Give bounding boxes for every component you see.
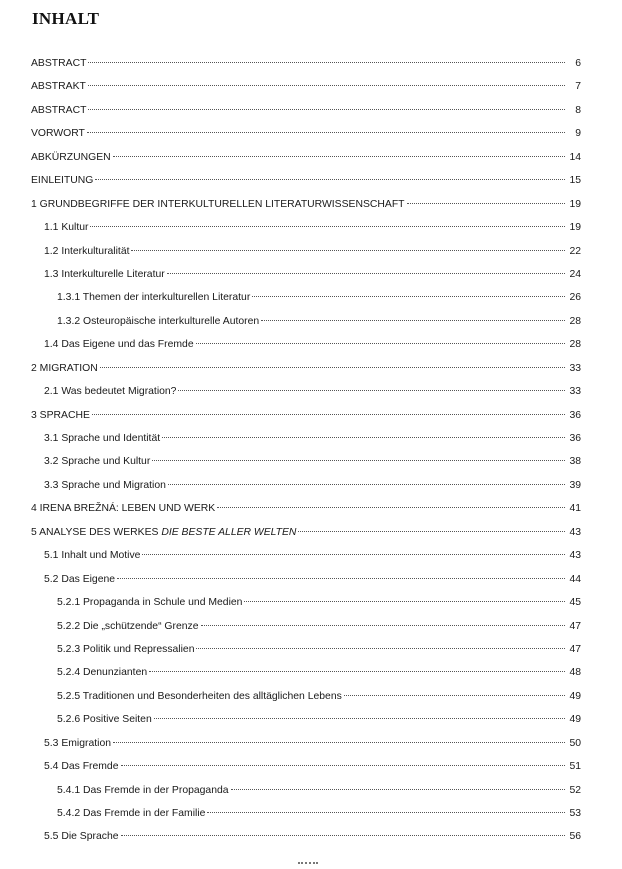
toc-entry-page: 47 xyxy=(569,620,581,632)
page-title: INHALT xyxy=(32,9,100,28)
toc-entry-label xyxy=(44,432,160,446)
dot-leader xyxy=(121,835,565,836)
toc-entry[interactable] xyxy=(31,807,581,830)
toc-entry-page: 43 xyxy=(569,526,581,538)
toc-entry-title: 2 MIGRATION xyxy=(31,362,98,374)
toc-entry-title: 5.5 Die Sprache xyxy=(44,831,119,843)
toc-entry-label xyxy=(44,245,129,259)
toc-entry-title: 1.3.2 Osteuropäische interkulturelle Autoren xyxy=(57,315,260,327)
toc-entry-page: 39 xyxy=(569,479,581,491)
toc-entry-label xyxy=(57,666,147,680)
toc-entry-title: 3.2 Sprache und Kultur xyxy=(44,456,151,468)
toc-entry[interactable] xyxy=(31,104,581,127)
toc-entry-label xyxy=(57,596,242,610)
toc-entry[interactable] xyxy=(31,362,581,385)
toc-entry-label xyxy=(44,479,166,493)
toc-entry[interactable] xyxy=(31,643,581,666)
toc-entry-page: 38 xyxy=(569,456,581,468)
toc-entry-page: 49 xyxy=(569,714,581,726)
toc-entry-page: 53 xyxy=(569,808,581,819)
dot-leader xyxy=(231,789,565,790)
toc-entry-title: 5.2.4 Denunzianten xyxy=(57,667,148,679)
dot-leader xyxy=(87,132,565,133)
toc-entry-page: 48 xyxy=(569,667,581,679)
toc-entry[interactable] xyxy=(31,80,581,103)
toc-entry-title: VORWORT xyxy=(31,128,85,140)
table-of-contents xyxy=(31,57,581,854)
dot-leader xyxy=(117,578,565,579)
toc-entry-title: 5.2 Das Eigene xyxy=(44,573,116,585)
dot-leader xyxy=(207,812,565,813)
toc-entry-page: 56 xyxy=(569,831,581,843)
dot-leader xyxy=(149,671,565,672)
dot-leader xyxy=(298,531,565,532)
toc-entry-title-italic: DIE BESTE ALLER WELTEN xyxy=(161,526,297,538)
toc-entry[interactable] xyxy=(31,737,581,760)
toc-entry-title: 5.2.2 Die „schützende“ Grenze xyxy=(57,620,199,632)
toc-entry-page: 36 xyxy=(569,433,581,444)
dot-leader xyxy=(92,414,565,415)
dot-leader xyxy=(196,648,565,649)
toc-entry-title: 3.3 Sprache und Migration xyxy=(44,479,166,491)
toc-entry-page: 44 xyxy=(569,573,581,585)
toc-entry-page: 26 xyxy=(569,292,581,304)
toc-entry-label xyxy=(57,291,250,305)
toc-entry-page: 28 xyxy=(569,339,581,351)
toc-entry-label xyxy=(31,526,296,540)
toc-entry[interactable] xyxy=(31,690,581,713)
toc-entry-title: EINLEITUNG xyxy=(31,175,94,187)
toc-entry[interactable] xyxy=(31,502,581,525)
toc-entry-page: 6 xyxy=(575,58,581,69)
toc-entry[interactable] xyxy=(31,666,581,689)
toc-entry-title: 5.2.1 Propaganda in Schule und Medien xyxy=(57,597,243,609)
toc-entry-page: 41 xyxy=(569,503,581,515)
toc-entry-title: 5.2.6 Positive Seiten xyxy=(57,714,152,726)
toc-entry-page: 7 xyxy=(575,81,581,93)
dot-leader xyxy=(88,85,565,86)
toc-entry-page: 36 xyxy=(569,409,581,421)
dot-leader xyxy=(252,296,565,297)
toc-entry-title: 2.1 Was bedeutet Migration? xyxy=(44,386,177,398)
toc-entry-page: 8 xyxy=(575,104,581,116)
toc-entry-page: 50 xyxy=(569,737,581,749)
toc-entry-page: 45 xyxy=(569,597,581,609)
toc-entry-page: 49 xyxy=(569,690,581,702)
toc-entry[interactable] xyxy=(31,338,581,361)
dot-leader xyxy=(196,343,565,344)
toc-entry[interactable] xyxy=(31,198,581,221)
toc-entry-title: 3 SPRACHE xyxy=(31,409,90,421)
toc-entry[interactable] xyxy=(31,784,581,807)
toc-entry[interactable] xyxy=(31,57,581,80)
dot-leader xyxy=(201,625,565,626)
toc-entry-page: 28 xyxy=(569,315,581,327)
toc-entry-page: 33 xyxy=(569,362,581,374)
toc-entry[interactable] xyxy=(31,549,581,572)
toc-entry-label xyxy=(57,690,342,704)
toc-entry-page: 22 xyxy=(569,245,581,257)
dot-leader xyxy=(168,484,565,485)
dot-leader xyxy=(131,250,565,251)
toc-entry-label xyxy=(31,80,86,94)
toc-entry[interactable] xyxy=(31,385,581,408)
toc-entry-title: 5.1 Inhalt und Motive xyxy=(44,550,141,562)
dot-leader xyxy=(142,554,565,555)
toc-entry-label xyxy=(31,502,215,516)
dot-leader xyxy=(261,320,565,321)
dot-leader xyxy=(90,226,565,227)
toc-entry-label xyxy=(44,338,194,352)
toc-entry-title: 1.3.1 Themen der interkulturellen Literatur xyxy=(57,292,251,304)
toc-entry-title: 1.1 Kultur xyxy=(44,222,89,234)
toc-entry-title: 5.2.3 Politik und Repressalien xyxy=(57,643,195,655)
dot-leader xyxy=(113,156,565,157)
toc-entry-page: 51 xyxy=(569,761,581,773)
toc-entry-title: 5.3 Emigration xyxy=(44,737,111,749)
toc-entry-label xyxy=(31,198,405,212)
toc-entry[interactable] xyxy=(31,127,581,150)
toc-entry-page: 43 xyxy=(569,550,581,562)
toc-entry-title: ABKÜRZUNGEN xyxy=(31,151,111,163)
toc-entry-title: 5.4.2 Das Fremde in der Familie xyxy=(57,808,206,819)
toc-entry[interactable] xyxy=(31,760,581,783)
toc-entry-title: ABSTRAKT xyxy=(31,81,86,93)
toc-entry-title: 5.4.1 Das Fremde in der Propaganda xyxy=(57,784,229,796)
toc-entry-label xyxy=(57,713,152,727)
dot-leader xyxy=(100,367,565,368)
toc-entry-label xyxy=(31,362,98,376)
dot-leader xyxy=(162,437,565,438)
toc-entry[interactable] xyxy=(31,526,581,549)
toc-entry-label xyxy=(44,549,140,563)
dot-leader xyxy=(407,203,565,204)
toc-entry-title: 3.1 Sprache und Identität xyxy=(44,433,161,444)
toc-entry-label xyxy=(31,151,111,165)
toc-entry-title: 5.2.5 Traditionen und Besonderheiten des alltäglichen Lebens xyxy=(57,690,342,702)
toc-entry-label xyxy=(31,104,86,118)
toc-entry-page: 47 xyxy=(569,643,581,655)
toc-entry-label xyxy=(57,620,199,634)
toc-entry[interactable] xyxy=(31,573,581,596)
toc-entry-page: 19 xyxy=(569,198,581,210)
dot-leader xyxy=(167,273,565,274)
dot-leader xyxy=(113,742,565,743)
toc-entry-page: 24 xyxy=(569,268,581,280)
toc-entry-label xyxy=(44,221,88,235)
toc-entry[interactable] xyxy=(31,268,581,291)
toc-entry-page: 15 xyxy=(569,175,581,187)
toc-entry[interactable] xyxy=(31,620,581,643)
toc-entry-title: 5.4 Das Fremde xyxy=(44,761,119,773)
toc-entry-page: 33 xyxy=(569,386,581,398)
toc-entry[interactable] xyxy=(31,432,581,455)
page-number-fragment xyxy=(298,862,318,868)
dot-leader xyxy=(154,718,565,719)
dot-leader xyxy=(217,507,565,508)
dot-leader xyxy=(121,765,566,766)
toc-entry[interactable] xyxy=(31,151,581,174)
toc-entry[interactable] xyxy=(31,479,581,502)
toc-entry-title: 1.2 Interkulturalität xyxy=(44,245,130,257)
toc-entry[interactable] xyxy=(31,830,581,853)
toc-entry-label xyxy=(44,385,176,399)
toc-entry-page: 14 xyxy=(569,151,581,163)
toc-entry[interactable] xyxy=(31,245,581,268)
toc-entry-label xyxy=(44,737,111,751)
toc-entry-page: 52 xyxy=(569,784,581,796)
toc-entry-label xyxy=(44,760,119,774)
toc-entry-label xyxy=(31,174,93,188)
toc-entry-label xyxy=(57,643,194,657)
toc-entry-title: 5 ANALYSE DES WERKES xyxy=(31,526,162,538)
toc-entry-label xyxy=(31,127,85,141)
toc-entry-label xyxy=(44,573,115,587)
toc-entry-label xyxy=(44,455,150,469)
dot-leader xyxy=(244,601,565,602)
toc-entry-title: ABSTRACT xyxy=(31,58,87,69)
toc-entry-label xyxy=(57,315,259,329)
toc-entry-title: 1.4 Das Eigene und das Fremde xyxy=(44,339,194,351)
toc-entry[interactable] xyxy=(31,596,581,619)
toc-entry-label xyxy=(57,807,205,821)
toc-entry-page: 9 xyxy=(575,128,581,140)
toc-entry[interactable] xyxy=(31,455,581,478)
toc-entry-page: 19 xyxy=(569,222,581,234)
toc-entry-title: 1.3 Interkulturelle Literatur xyxy=(44,268,165,280)
dot-leader xyxy=(88,62,565,63)
dot-leader xyxy=(178,390,565,391)
toc-entry-title: ABSTRACT xyxy=(31,104,87,116)
toc-entry-title: 1 GRUNDBEGRIFFE DER INTERKULTURELLEN LITERATURWISSENSCHAFT xyxy=(31,198,405,210)
dot-leader xyxy=(152,460,565,461)
dot-leader xyxy=(88,109,565,110)
toc-entry-label xyxy=(31,409,90,423)
toc-entry[interactable] xyxy=(31,221,581,244)
toc-entry[interactable] xyxy=(31,174,581,197)
toc-entry[interactable] xyxy=(31,315,581,338)
toc-entry-label xyxy=(44,268,165,282)
toc-entry-title: 4 IRENA BREŽNÁ: LEBEN UND WERK xyxy=(31,503,216,515)
toc-entry[interactable] xyxy=(31,409,581,432)
toc-entry-label xyxy=(44,830,119,844)
toc-entry[interactable] xyxy=(31,291,581,314)
toc-entry[interactable] xyxy=(31,713,581,736)
toc-entry-label xyxy=(31,57,86,71)
dot-leader xyxy=(344,695,565,696)
dot-leader xyxy=(95,179,565,180)
toc-entry-label xyxy=(57,784,229,798)
